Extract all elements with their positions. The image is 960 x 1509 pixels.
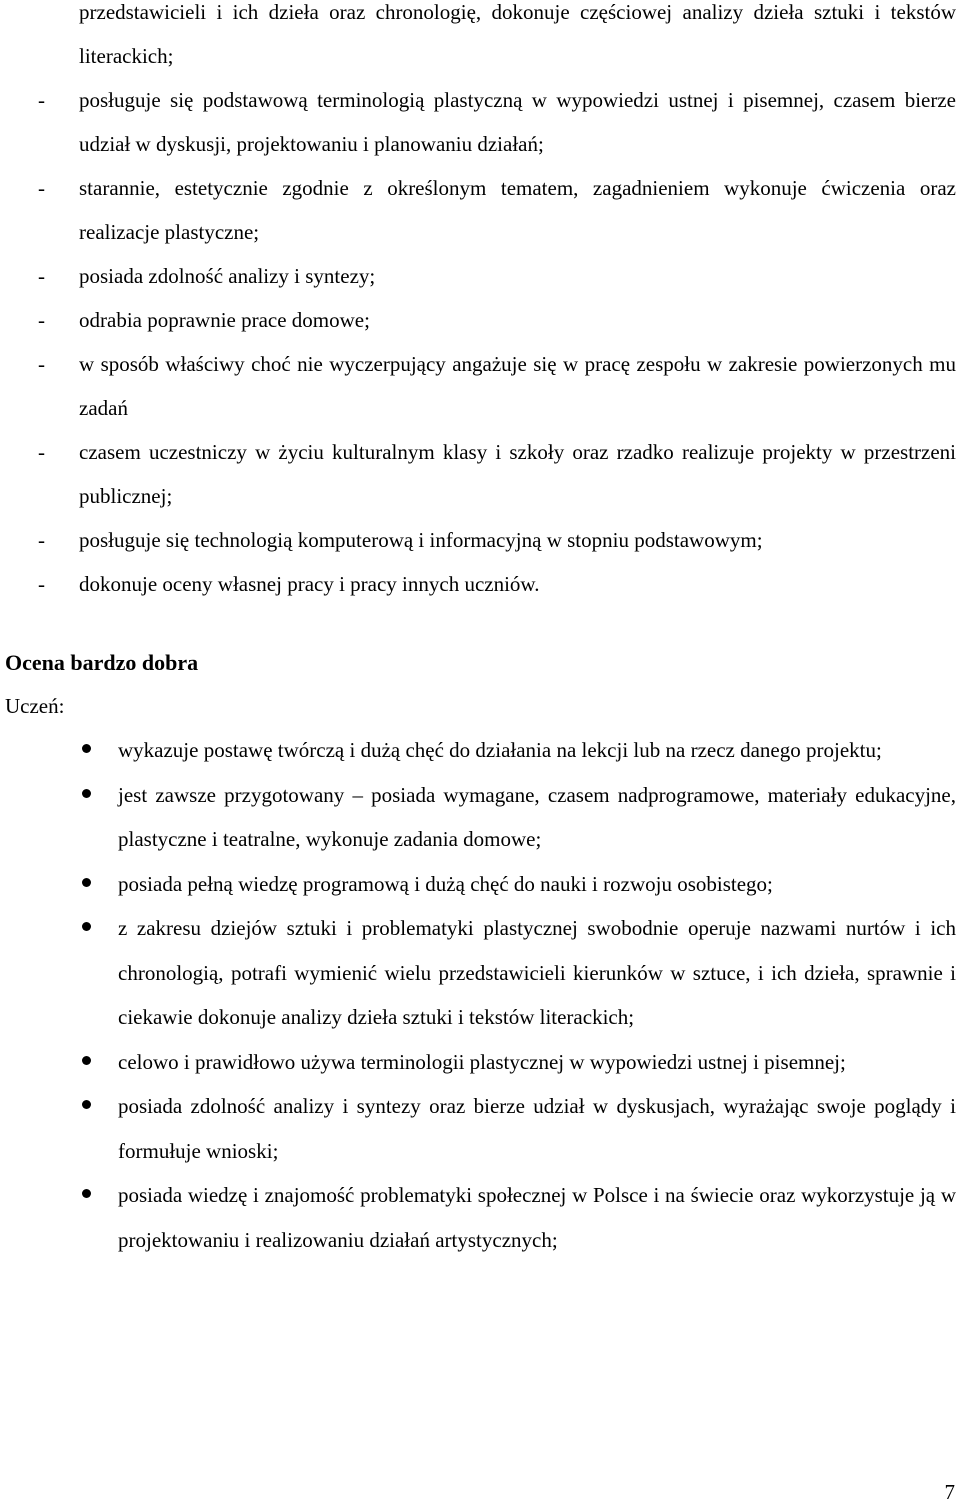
list-item xyxy=(0,1084,960,1173)
list-item xyxy=(0,518,960,562)
list-dash: - xyxy=(38,528,45,552)
list-item xyxy=(0,773,960,862)
list-item-text: posiada zdolność analizy i syntezy oraz bierze udział w dyskusjach, wyrażając swoje poglądy i formułuje wnioski; xyxy=(118,1094,956,1163)
list-item-text: celowo i prawidłowo używa terminologii plastycznej w wypowiedzi ustnej i pisemnej; xyxy=(118,1049,846,1074)
list-dash: - xyxy=(38,572,45,596)
list-item xyxy=(0,430,960,518)
list-item-text: wykazuje postawę twórczą i dużą chęć do działania na lekcji lub na rzecz danego projektu; xyxy=(118,738,882,762)
grade-heading: Ocena bardzo dobra xyxy=(5,650,199,675)
list-dash: - xyxy=(38,352,45,376)
list-item xyxy=(0,906,960,1040)
bullet-icon xyxy=(82,1189,91,1198)
list-item xyxy=(0,862,960,907)
list-item xyxy=(0,78,960,166)
criteria-bullet-list xyxy=(0,728,960,1262)
list-item-text: posługuje się technologią komputerową i informacyjną w stopniu podstawowym; xyxy=(79,528,763,552)
list-item-text: posiada zdolność analizy i syntezy; xyxy=(79,264,376,288)
list-dash: - xyxy=(38,440,45,464)
list-dash: - xyxy=(38,264,45,288)
list-item xyxy=(0,0,960,78)
list-dash: - xyxy=(38,88,45,112)
list-item xyxy=(0,254,960,298)
list-dash: - xyxy=(38,176,45,200)
bullet-icon xyxy=(82,922,91,931)
list-item xyxy=(0,1173,960,1262)
list-item xyxy=(0,1040,960,1085)
bullet-icon xyxy=(82,1056,91,1065)
list-item-text: dokonuje oceny własnej pracy i pracy innych uczniów. xyxy=(79,572,540,596)
list-item-text: z zakresu dziejów sztuki i problematyki plastycznej swobodnie operuje nazwami nurtów i ich chronologią, potrafi wymienić wielu przedstawicieli kierunków w sztuce, i ich dzieła, sprawnie i ciekawie dokonuje analizy dzieła sztuki i tekstów literackich; xyxy=(118,916,956,1029)
student-label: Uczeń: xyxy=(5,694,65,718)
list-item-text: jest zawsze przygotowany – posiada wymagane, czasem nadprogramowe, materiały edukacyjne, plastyczne i teatralne, wykonuje zadania domowe; xyxy=(118,782,956,851)
list-item xyxy=(0,728,960,773)
list-item-text: posiada wiedzę i znajomość problematyki społecznej w Polsce i na świecie oraz wykorzystuje ją w projektowaniu i realizowaniu działań artystycznych; xyxy=(118,1183,956,1252)
list-item xyxy=(0,562,960,606)
bullet-icon xyxy=(82,789,91,798)
list-item-text: odrabia poprawnie prace domowe; xyxy=(79,308,370,332)
bullet-icon xyxy=(82,878,91,887)
list-item-text: posiada pełną wiedzę programową i dużą chęć do nauki i rozwoju osobistego; xyxy=(118,871,773,896)
page-number: 7 xyxy=(944,1480,955,1504)
list-dash: - xyxy=(38,308,45,332)
list-item xyxy=(0,298,960,342)
list-item-text: posługuje się podstawową terminologią plastyczną w wypowiedzi ustnej i pisemnej, czasem bierze udział w dyskusji, projektowaniu i planowaniu działań; xyxy=(79,88,956,156)
list-item xyxy=(0,342,960,430)
list-item-text: w sposób właściwy choć nie wyczerpujący angażuje się w pracę zespołu w zakresie powierzonych mu zadań xyxy=(79,352,956,420)
list-item xyxy=(0,166,960,254)
bullet-icon xyxy=(82,1100,91,1109)
bullet-icon xyxy=(82,744,91,753)
list-item-text: przedstawicieli i ich dzieła oraz chronologię, dokonuje częściowej analizy dzieła sztuki i tekstów literackich; xyxy=(79,0,956,68)
list-item-text: starannie, estetycznie zgodnie z określonym tematem, zagadnieniem wykonuje ćwiczenia oraz realizacje plastyczne; xyxy=(79,176,956,244)
list-item-text: czasem uczestniczy w życiu kulturalnym klasy i szkoły oraz rzadko realizuje projekty w przestrzeni publicznej; xyxy=(79,440,956,508)
criteria-dash-list xyxy=(0,0,960,606)
